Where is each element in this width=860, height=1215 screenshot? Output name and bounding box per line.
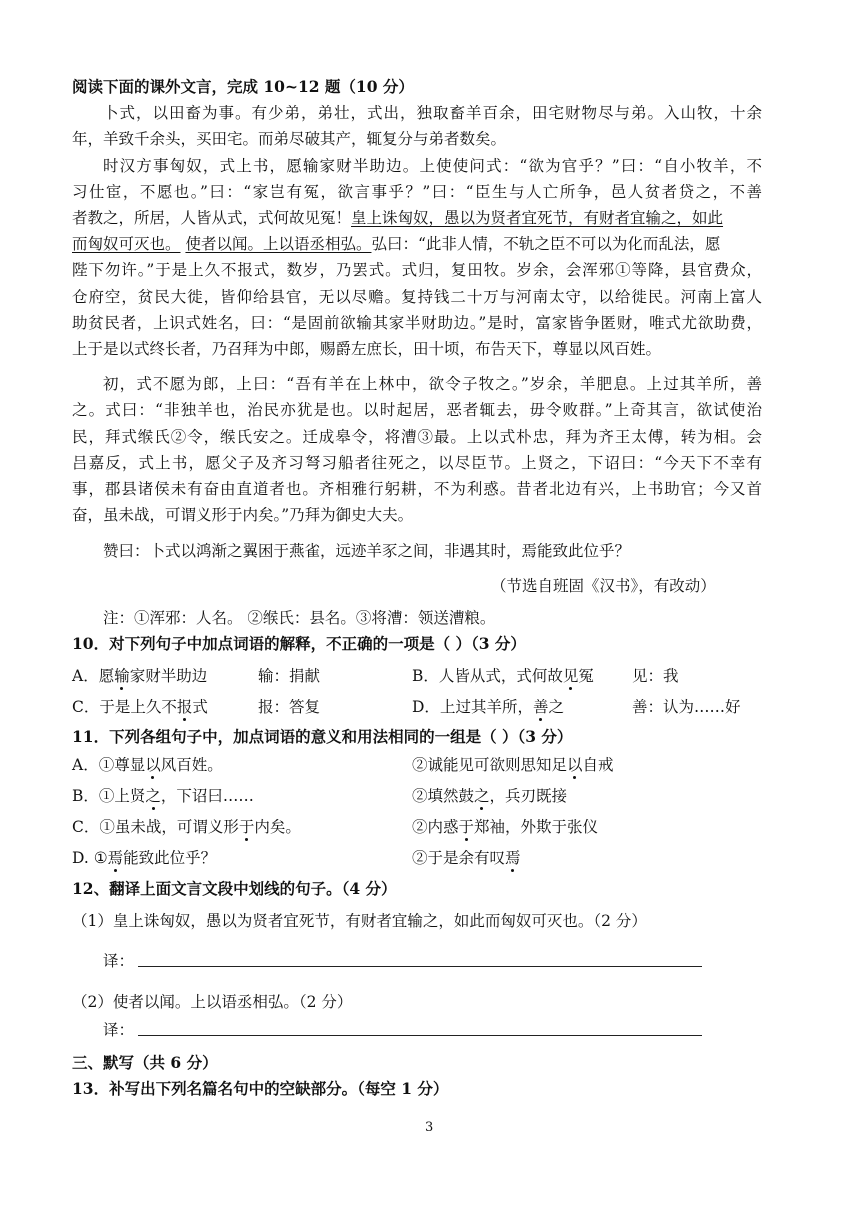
passage-line: 赞曰：卜式以鸿渐之翼困于燕雀，远迹羊豕之间，非遇其时，焉能致此位乎？ <box>103 542 631 560</box>
dotted-word: 焉 <box>505 849 521 867</box>
passage-text: 者教之，所居，人皆从式，式何故见冤！ <box>72 209 352 227</box>
q10-option-b: B．人皆从式，式何故见冤 <box>412 667 594 685</box>
q12-item-2: （2）使者以闻。上以语丞相弘。（2 分） <box>72 993 353 1011</box>
q11-row-d-left: D. ①焉能致此位乎？ <box>72 849 217 867</box>
part-3-heading: 三、默写（共 6 分） <box>72 1053 218 1072</box>
source-citation: （节选自班固《汉书》，有改动） <box>491 577 716 595</box>
question-10-stem: 10．对下列句子中加点词语的解释，不正确的一项是（ ）（3 分） <box>72 634 526 653</box>
q10-option-c-gloss: 报：答复 <box>258 698 321 716</box>
passage-text: 弘曰：“此非人情，不轨之臣不可以为化而乱法，愿 <box>371 235 721 253</box>
answer-label: 译： <box>103 1021 135 1039</box>
passage-line: 仓府空，贫民大徙，皆仰给县官，无以尽赡。复持钱二十万与河南太守，以给徙民。河南上富人 <box>72 288 762 306</box>
dotted-word: 善 <box>532 698 549 716</box>
passage-line-mixed <box>72 234 720 254</box>
q11-row-b-right: ②填然鼓之，兵刃既接 <box>412 787 568 805</box>
passage-line: 吕嘉反，式上书，愿父子及齐习弩习船者往死之，以尽臣节。上贤之，下诏曰：“今天下不幸有 <box>72 454 762 472</box>
q10-option-a: A．愿输家财半助边 <box>72 667 208 685</box>
passage-line: 卜式，以田畜为事。有少弟，弟壮，式出，独取畜羊百余，田宅财物尽与弟。入山牧，十余 <box>103 104 762 122</box>
underlined-sentence-1: 皇上诛匈奴，愚以为贤者宜死节，有财者宜输之，如此 <box>351 209 724 227</box>
q11-row-d-right: ②于是余有叹焉 <box>412 849 521 867</box>
section-heading: 阅读下面的课外文言，完成 10~12 题（10 分） <box>72 77 414 96</box>
page-number: 3 <box>425 1120 434 1135</box>
q10-option-c: C．于是上久不报式 <box>72 698 208 716</box>
passage-line: 习仕宦，不愿也。”曰：“家岂有冤，欲言事乎？”曰：“臣生与人亡所争，邑人贫者贷之，不善 <box>72 183 762 201</box>
q10-option-a-gloss: 输：捐献 <box>258 667 321 685</box>
dotted-word: 之 <box>474 787 490 805</box>
underlined-sentence-1-end: 而匈奴可灭也。 <box>72 235 181 253</box>
dotted-word: 于 <box>238 818 255 836</box>
annotation-note: 注：①浑邪：人名。 ②缑氏：县名。③将漕：领送漕粮。 <box>103 609 496 627</box>
answer-label: 译： <box>103 952 135 970</box>
question-11-stem: 11．下列各组句子中，加点词语的意义和用法相同的一组是（ ）（3 分） <box>72 727 573 746</box>
dotted-word: 于 <box>458 818 475 836</box>
q12-item-1: （1）皇上诛匈奴，愚以为贤者宜死节，有财者宜输之，如此而匈奴可灭也。（2 分） <box>72 912 647 930</box>
passage-line: 助贫民者，上识式姓名，曰：“是固前欲输其家半财助边。”是时，富家皆争匿财，唯式尤欲助费， <box>72 314 762 332</box>
underlined-sentence-2: 使者以闻。上以语丞相弘。 <box>185 235 372 253</box>
passage-line-mixed <box>72 208 723 228</box>
dotted-word: 见 <box>562 667 579 685</box>
q11-row-a-left: A．①尊显以风百姓。 <box>72 756 223 774</box>
answer-line-1[interactable] <box>138 966 702 967</box>
question-12-stem: 12、翻译上面文言文段中划线的句子。（4 分） <box>72 879 397 898</box>
q11-row-b-left: B．①上贤之，下诏曰…… <box>72 787 254 805</box>
passage-line: 之。式曰：“非独羊也，治民亦犹是也。以时起居，恶者辄去，毋令败群。”上奇其言，欲试使治 <box>72 401 762 419</box>
passage-line: 初，式不愿为郎，上曰：“吾有羊在上林中，欲令子牧之。”岁余，羊肥息。上过其羊所，善 <box>103 375 762 393</box>
passage-line: 陛下勿许。”于是上久不报式，数岁，乃罢式。式归，复田牧。岁余，会浑邪①等降，县官费众， <box>72 261 762 279</box>
passage-line: 事，郡县诸侯未有奋由直道者也。齐相雅行躬耕，不为利惑。昔者北边有兴，上书助官；今又首 <box>72 480 762 498</box>
passage-line: 时汉方事匈奴，式上书，愿输家财半助边。上使使问式：“欲为官乎？”曰：“自小牧羊，不 <box>103 157 762 175</box>
passage-line: 上于是以式终长者，乃召拜为中郎，赐爵左庶长，田十顷，布告天下，尊显以风百姓。 <box>72 340 662 358</box>
q11-row-c-right: ②内惑于郑袖，外欺于张仪 <box>412 818 599 836</box>
dotted-word: 输 <box>114 667 130 685</box>
dotted-word: 以 <box>567 756 583 774</box>
passage-line: 奋，虽未战，可谓义形于内矣。”乃拜为御史大夫。 <box>72 506 414 524</box>
passage-line: 民，拜式缑氏②令，缑氏安之。迁成皋令，将漕③最。上以式朴忠，拜为齐王太傅，转为相。会 <box>72 428 762 446</box>
q11-row-c-left: C．①虽未战，可谓义形于内矣。 <box>72 818 301 836</box>
dotted-word: 报 <box>176 698 193 716</box>
question-13-stem: 13．补写出下列名篇名句中的空缺部分。（每空 1 分） <box>72 1079 449 1098</box>
q10-option-d-gloss: 善：认为……好 <box>632 698 741 716</box>
q10-option-d: D．上过其羊所，善之 <box>412 698 564 716</box>
dotted-word: 以 <box>145 756 161 774</box>
dotted-word: 之 <box>145 787 161 805</box>
q11-row-a-right: ②诚能见可欲则思知足以自戒 <box>412 756 614 774</box>
q10-option-b-gloss: 见：我 <box>632 667 679 685</box>
answer-line-2[interactable] <box>138 1035 702 1036</box>
dotted-word: 焉 <box>107 849 124 867</box>
passage-line: 年，羊致千余头，买田宅。而弟尽破其产，辄复分与弟者数矣。 <box>72 130 507 148</box>
